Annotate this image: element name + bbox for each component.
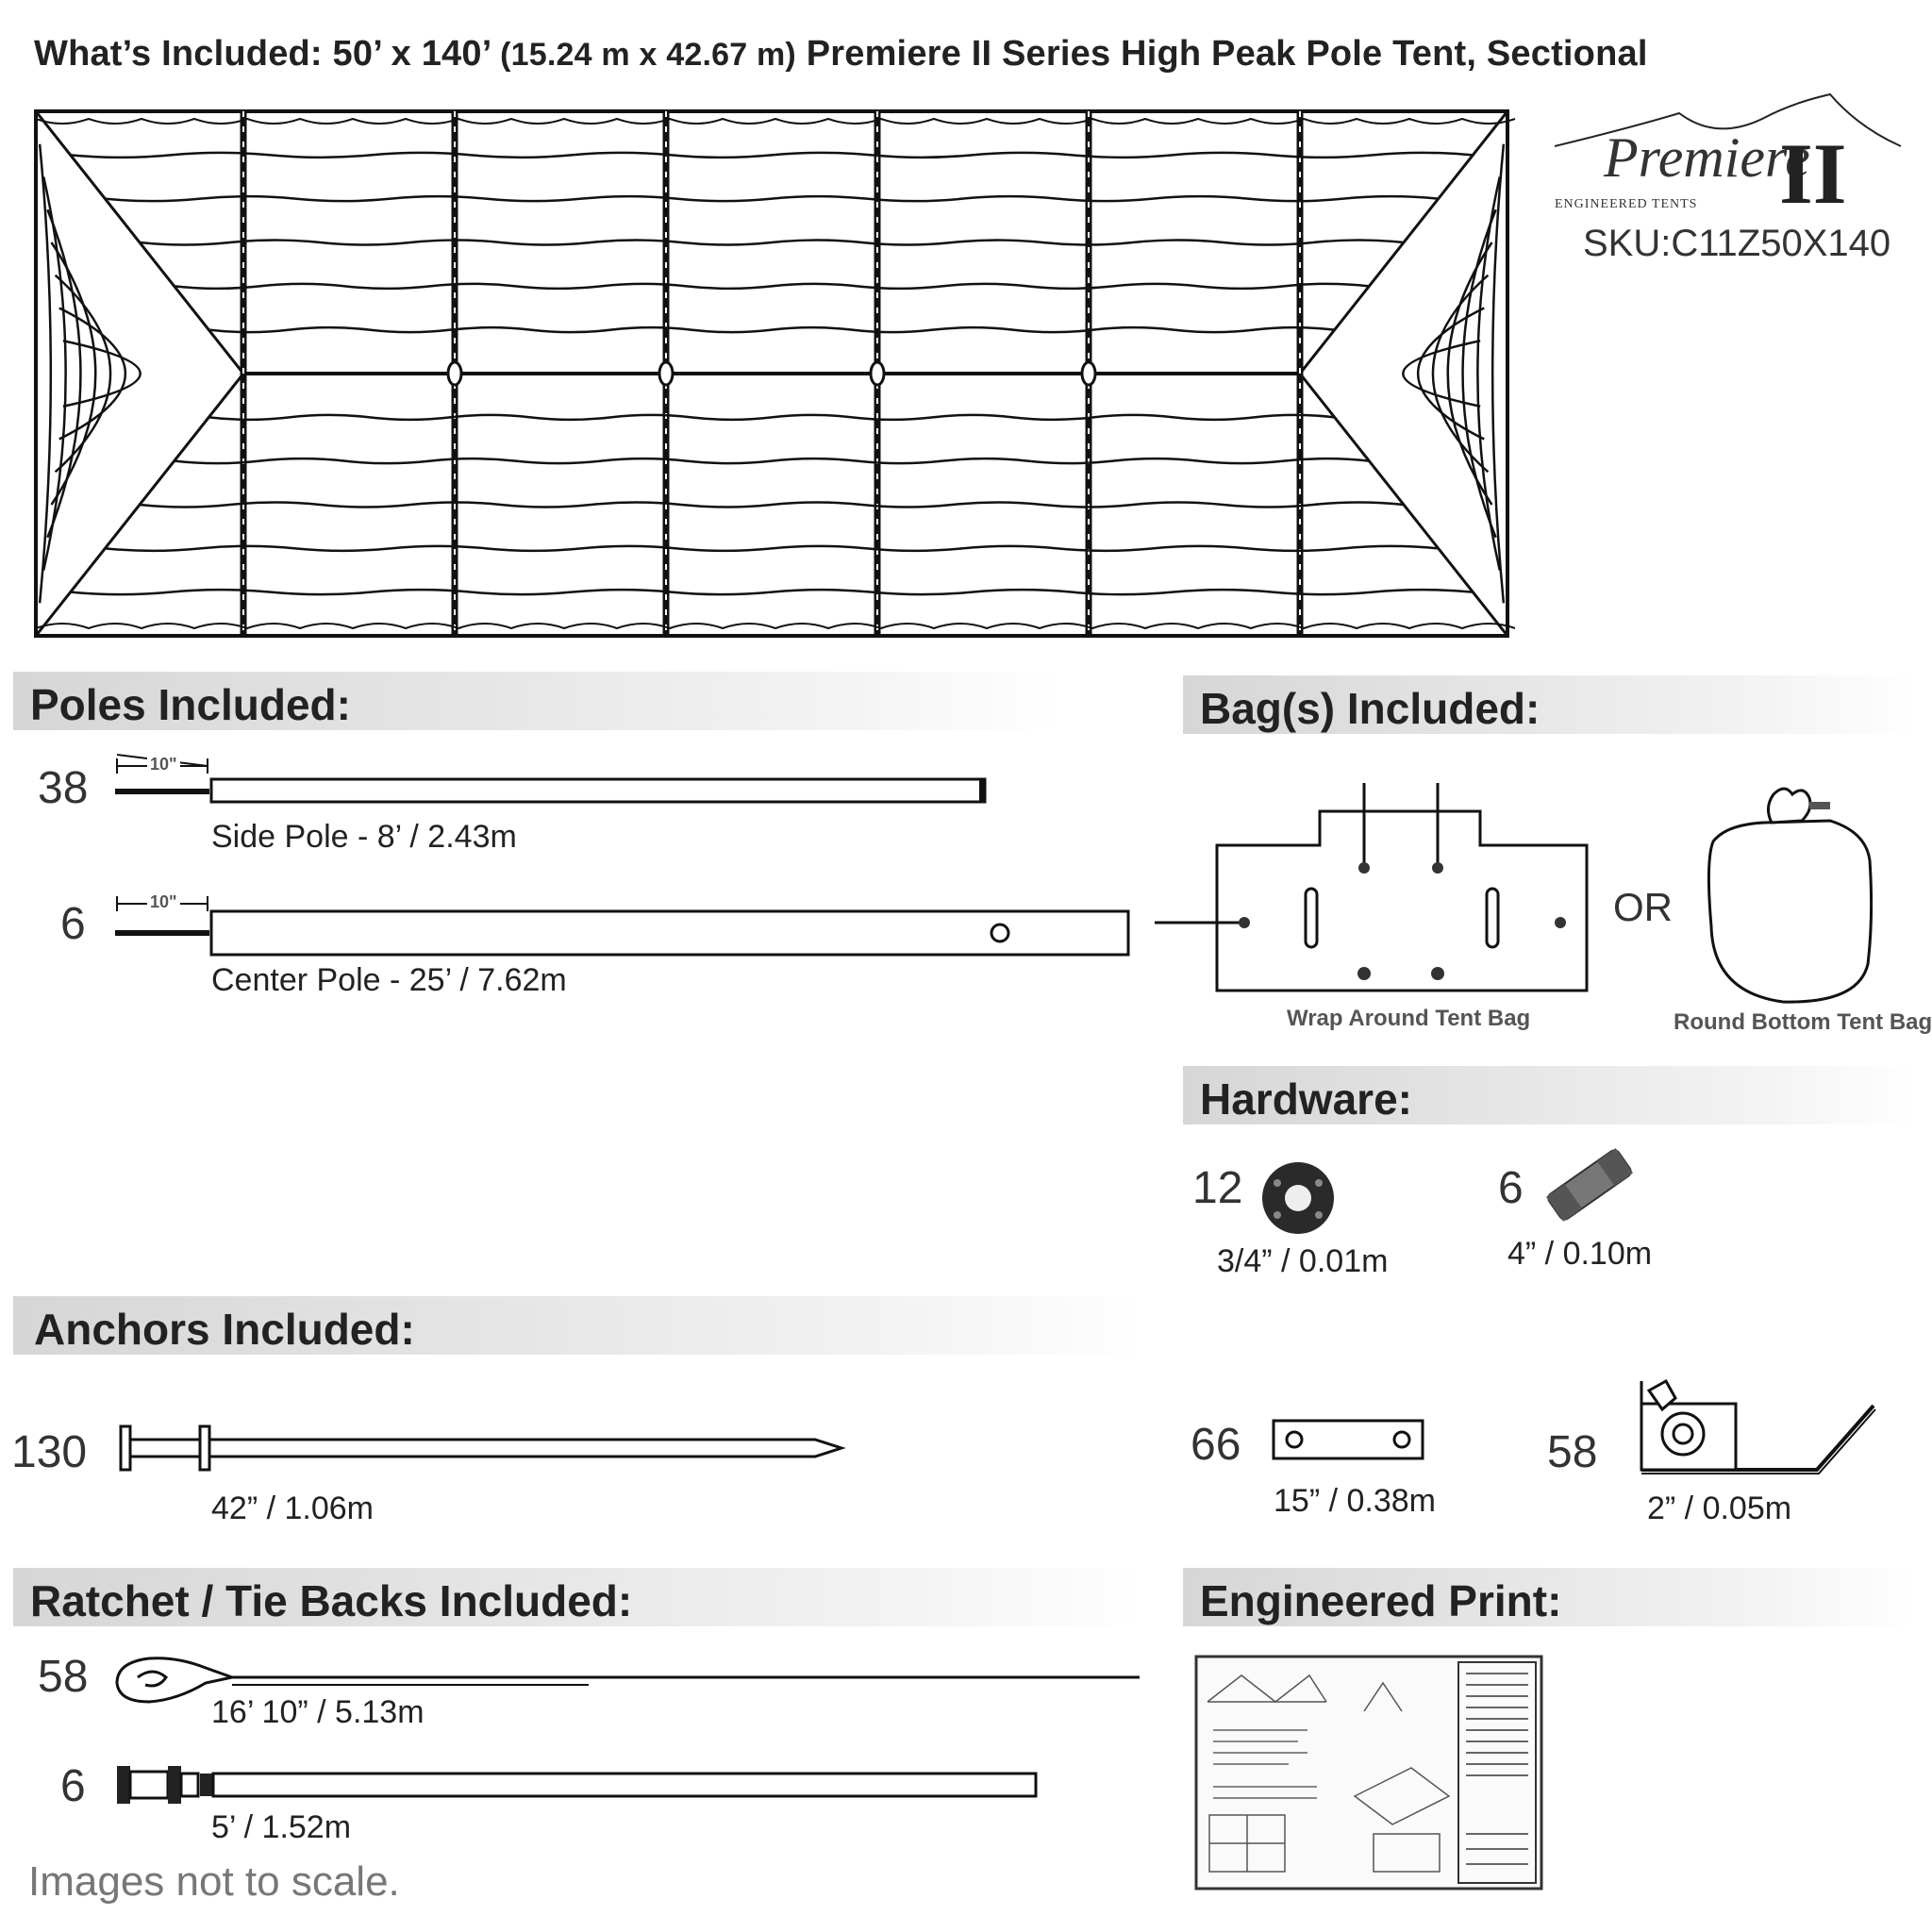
ratchet-plate-icon	[1638, 1375, 1883, 1479]
scale-note: Images not to scale.	[28, 1858, 400, 1905]
tent-hip-line	[1300, 111, 1507, 374]
title-metric: (15.24 m x 42.67 m)	[500, 37, 796, 73]
ratchet-plate-qty: 58	[1547, 1427, 1598, 1477]
tie-back-label: 16’ 10” / 5.13m	[211, 1694, 425, 1730]
tent-webbing-line	[105, 196, 1438, 201]
tent-end-arc	[1463, 209, 1496, 538]
nipple-label: 4” / 0.10m	[1507, 1236, 1653, 1272]
premiere-logo	[1547, 90, 1906, 222]
wrap-bag-label: Wrap Around Tent Bag	[1287, 1006, 1531, 1031]
tent-webbing-line	[105, 546, 1438, 551]
tent-end-arc	[1403, 341, 1480, 407]
side-pole-icon	[113, 755, 991, 811]
tent-end-arc	[59, 308, 125, 440]
tent-center-pole-mark	[659, 362, 673, 385]
hardware-heading-band	[1183, 1066, 1919, 1124]
tent-center-pole-mark	[871, 362, 884, 385]
ratchet-strap-label: 5’ / 1.52m	[211, 1809, 352, 1845]
stake-qty: 130	[11, 1427, 88, 1477]
ratchets-heading-band	[13, 1568, 1145, 1626]
sku-label: SKU:C11Z50X140	[1583, 223, 1891, 264]
tent-webbing-line	[208, 327, 1334, 332]
bags-heading: Bag(s) Included:	[1200, 684, 1541, 733]
title-prefix: What’s Included: 50’ x 140’	[34, 34, 491, 74]
nipple-qty: 6	[1498, 1163, 1524, 1213]
side-pole-pin-label: 10"	[147, 755, 180, 774]
tent-end-arc	[1418, 308, 1484, 440]
tent-webbing-line	[140, 503, 1404, 508]
wrap-around-bag-icon	[1155, 774, 1598, 1000]
center-pole-pin-label: 10"	[147, 892, 180, 912]
tent-scallop-edge	[36, 624, 1515, 628]
tent-scallop-edge	[36, 119, 1515, 124]
pipe-flange-icon	[1258, 1155, 1343, 1240]
or-text: OR	[1613, 885, 1673, 929]
stake-plate-icon	[1270, 1417, 1430, 1464]
tent-webbing-line	[71, 590, 1474, 594]
logo-subtitle: ENGINEERED TENTS	[1555, 197, 1698, 211]
tent-webbing-line	[208, 415, 1334, 420]
ratchets-heading: Ratchet / Tie Backs Included:	[30, 1576, 633, 1625]
tent-webbing-line	[175, 284, 1370, 289]
tent-end-arc	[63, 341, 141, 407]
tent-webbing-line	[140, 241, 1404, 245]
tent-webbing-line	[71, 153, 1474, 158]
anchors-heading-band	[13, 1296, 1145, 1355]
pipe-nipple-icon	[1538, 1147, 1641, 1223]
print-heading-band	[1183, 1568, 1919, 1626]
center-pole-label: Center Pole - 25’ / 7.62m	[211, 962, 567, 998]
tent-end-arc	[52, 242, 96, 505]
hardware-heading: Hardware:	[1200, 1074, 1412, 1124]
anchors-heading: Anchors Included:	[34, 1305, 415, 1354]
ratchet-strap-qty: 6	[60, 1761, 86, 1811]
bags-heading-band	[1183, 675, 1919, 734]
stake-label: 42” / 1.06m	[211, 1491, 374, 1526]
logo-text: Premiere	[1604, 126, 1810, 189]
round-bottom-bag-icon	[1698, 766, 1887, 1011]
plate-label: 15” / 0.38m	[1274, 1483, 1436, 1519]
plate-qty: 66	[1191, 1420, 1241, 1470]
poles-heading: Poles Included:	[30, 680, 351, 729]
ratchet-strap-icon	[111, 1758, 1045, 1815]
round-bag-label: Round Bottom Tent Bag	[1674, 1009, 1932, 1035]
side-pole-label: Side Pole - 8’ / 2.43m	[211, 819, 517, 855]
flange-qty: 12	[1192, 1163, 1243, 1213]
tent-end-arc	[47, 209, 80, 538]
poles-heading-band	[13, 672, 1060, 730]
logo-numeral: II	[1779, 125, 1847, 222]
side-pole-qty: 38	[38, 763, 89, 813]
steel-stake-icon	[117, 1421, 853, 1477]
engineered-print-thumbnail	[1194, 1655, 1543, 1890]
tent-end-arc	[1448, 242, 1492, 505]
tent-webbing-line	[175, 458, 1370, 463]
center-pole-icon	[113, 892, 1132, 958]
title-suffix: Premiere II Series High Peak Pole Tent, Sectional	[806, 34, 1648, 74]
ratchet-plate-label: 2” / 0.05m	[1647, 1491, 1792, 1526]
tent-center-pole-mark	[448, 362, 461, 385]
flange-label: 3/4” / 0.01m	[1217, 1243, 1389, 1279]
print-heading: Engineered Print:	[1200, 1576, 1562, 1625]
center-pole-qty: 6	[60, 899, 86, 949]
tie-back-qty: 58	[38, 1652, 89, 1702]
tent-center-pole-mark	[1082, 362, 1095, 385]
